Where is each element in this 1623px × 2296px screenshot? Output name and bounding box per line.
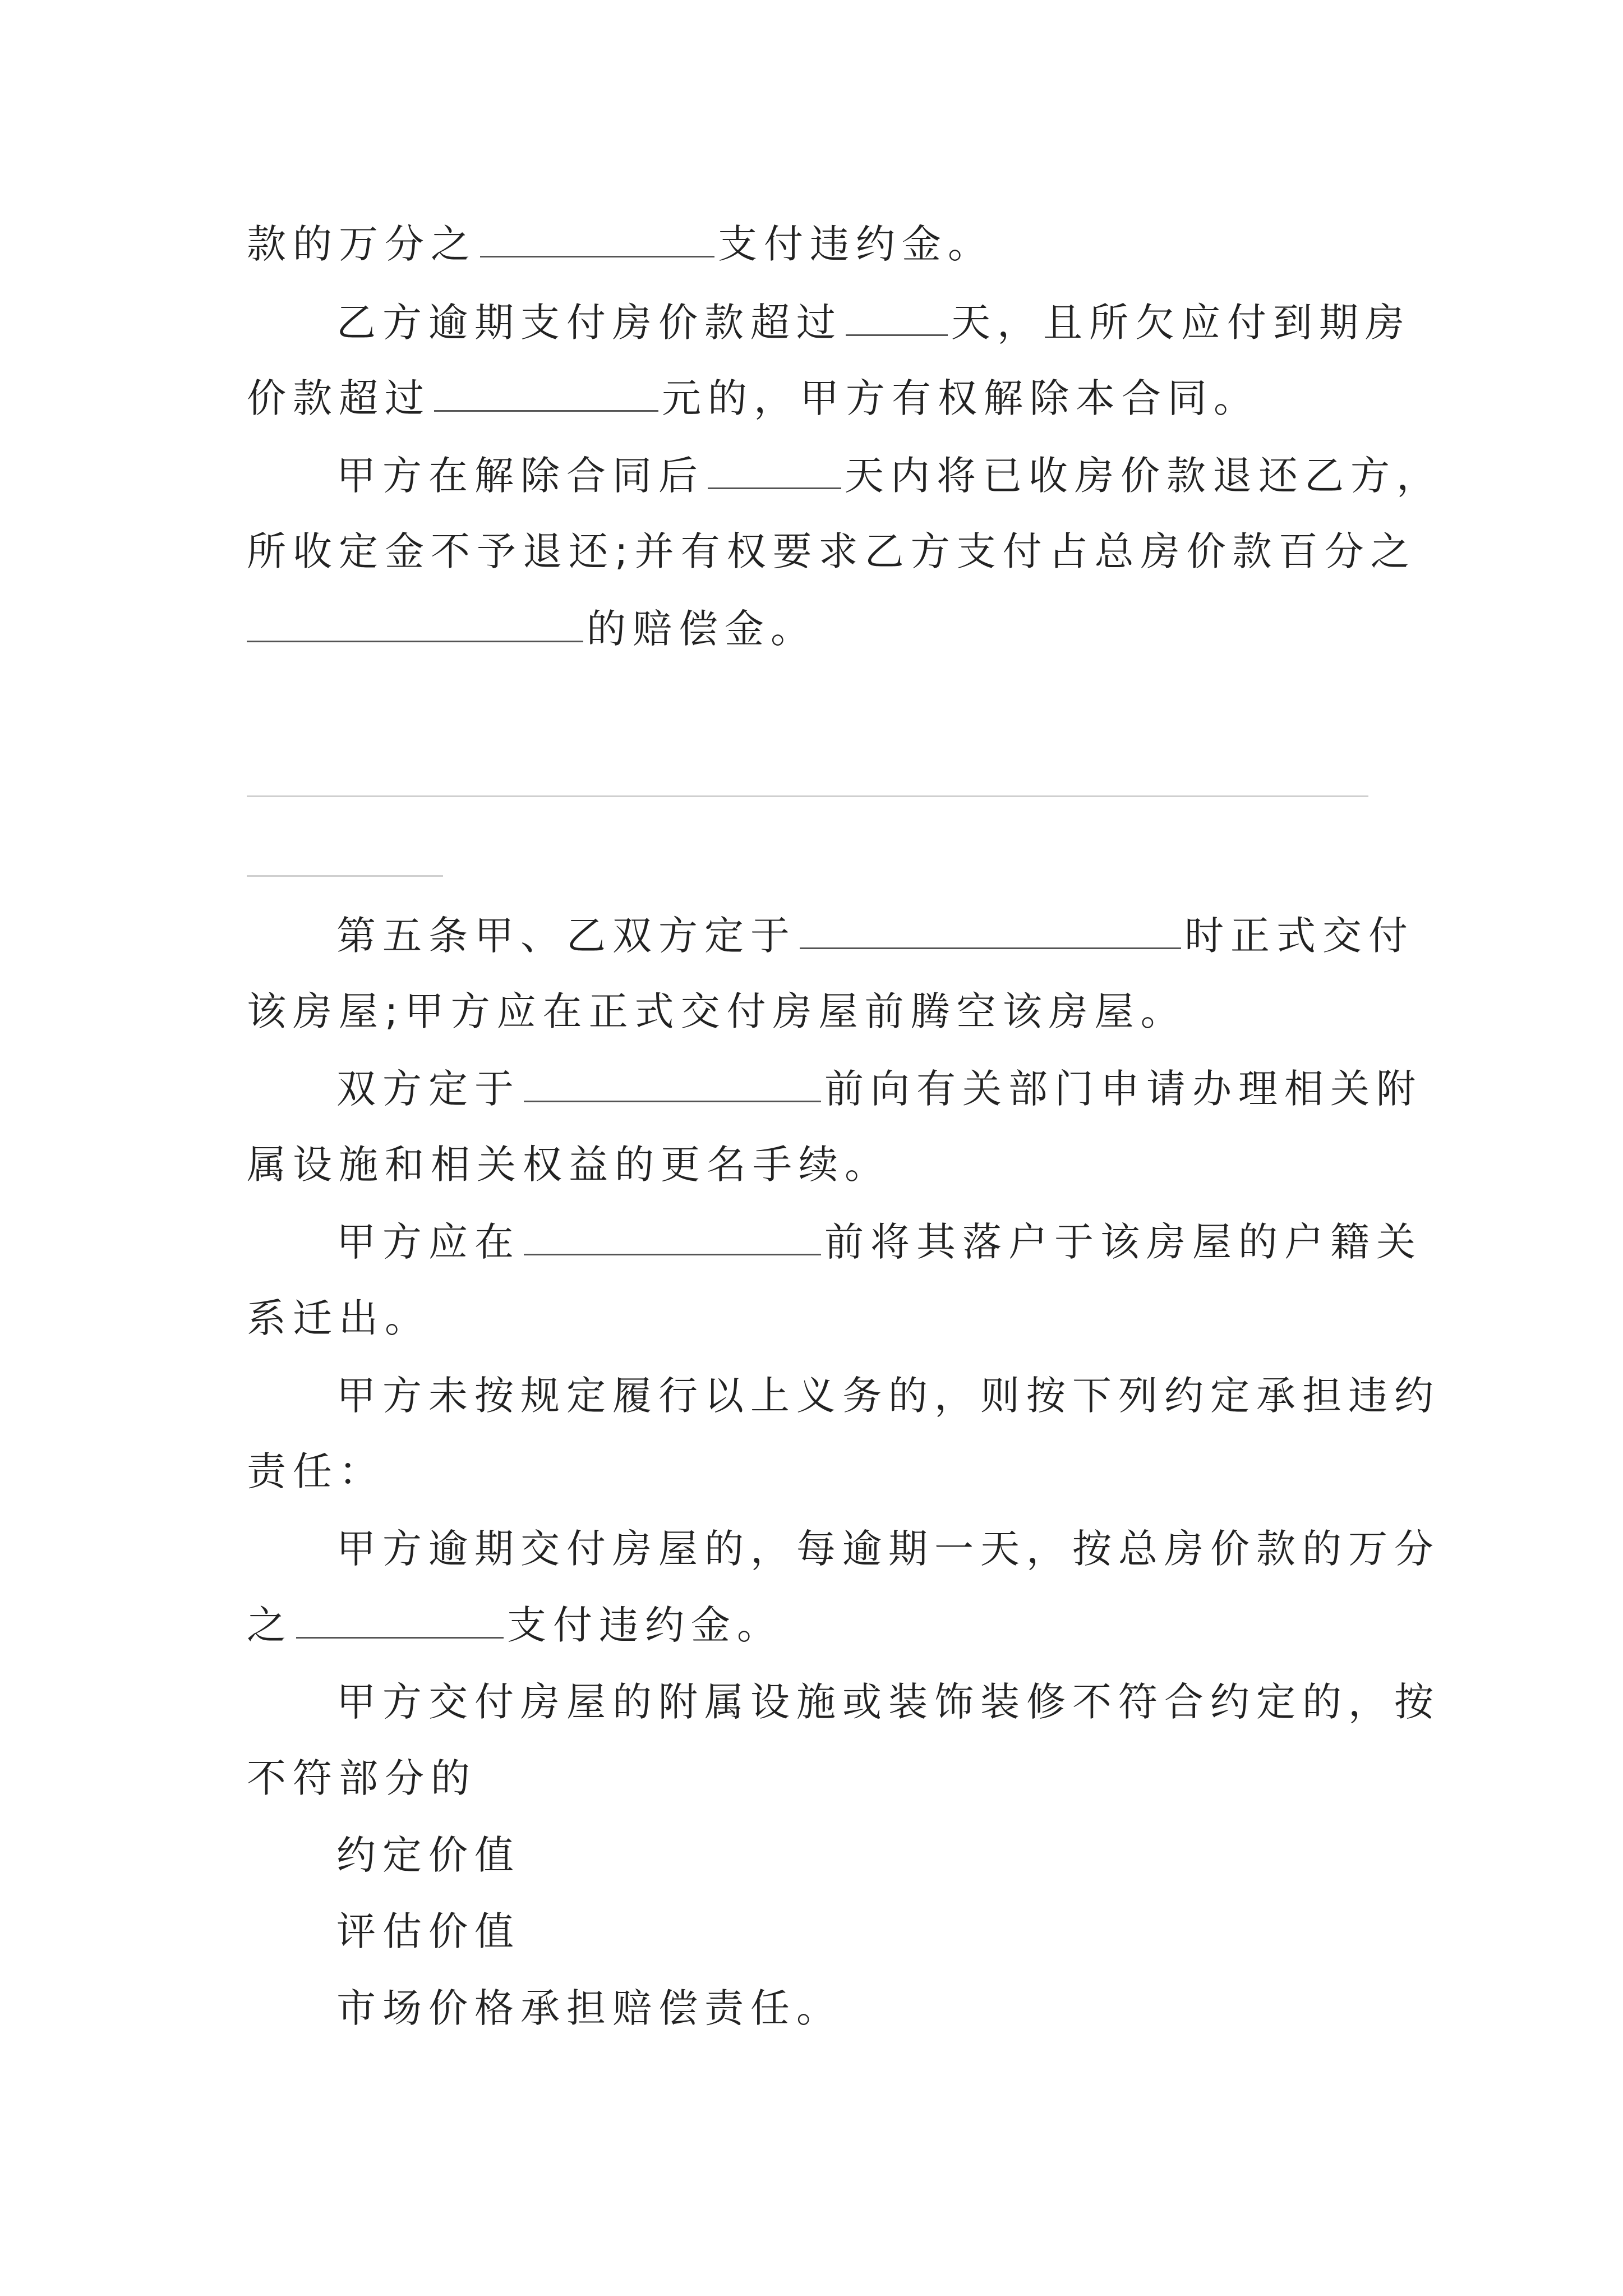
fill-blank (247, 605, 583, 642)
text-line: 第五条甲、乙双方定于 时正式交付 (336, 913, 1414, 959)
text-line: 甲方逾期交付房屋的，每逾期一天，按总房价款的万分 (336, 1526, 1440, 1572)
text-line: 所收定金不予退还;并有权要求乙方支付占总房价款百分之 (247, 528, 1417, 574)
text-line: 的赔偿金。 (247, 602, 817, 656)
fill-blank (846, 298, 948, 336)
text-line: 乙方逾期支付房价款超过 天，且所欠应付到期房 (336, 300, 1411, 346)
fill-blank (480, 220, 714, 257)
text-line: 甲方在解除合同后 天内将已收房价款退还乙方， (336, 453, 1442, 499)
text-line: 价款超过 元的，甲方有权解除本合同。 (247, 375, 1260, 421)
text-line: 之 支付违约金。 (247, 1602, 783, 1648)
text-line: 系迁出。 (247, 1295, 431, 1341)
fill-blank (708, 452, 841, 489)
separator-rule-short (247, 875, 443, 877)
text-line: 该房屋;甲方应在正式交付房屋前腾空该房屋。 (247, 988, 1187, 1034)
text-line: 甲方未按规定履行以上义务的，则按下列约定承担违约 (336, 1373, 1440, 1419)
text-line: 款的万分之 支付违约金。 (247, 221, 994, 267)
fill-blank (296, 1601, 504, 1639)
fill-blank (800, 912, 1181, 949)
text-line: 不符部分的 (247, 1755, 477, 1801)
text-line: 市场价格承担赔偿责任。 (336, 1985, 842, 2031)
text-line: 评估价值 (336, 1908, 520, 1954)
fill-blank (524, 1218, 821, 1255)
text-line: 责任： (247, 1448, 385, 1494)
fill-blank (434, 374, 658, 412)
fill-blank (524, 1065, 821, 1102)
text-line: 甲方应在 前将其落户于该房屋的户籍关 (336, 1219, 1422, 1265)
text-line: 甲方交付房屋的附属设施或装饰装修不符合约定的，按 (336, 1679, 1440, 1725)
separator-rule (247, 795, 1368, 797)
text-line: 属设施和相关权益的更名手续。 (247, 1142, 891, 1188)
text-line: 双方定于 前向有关部门申请办理相关附 (336, 1066, 1422, 1112)
text-line: 约定价值 (336, 1832, 520, 1878)
